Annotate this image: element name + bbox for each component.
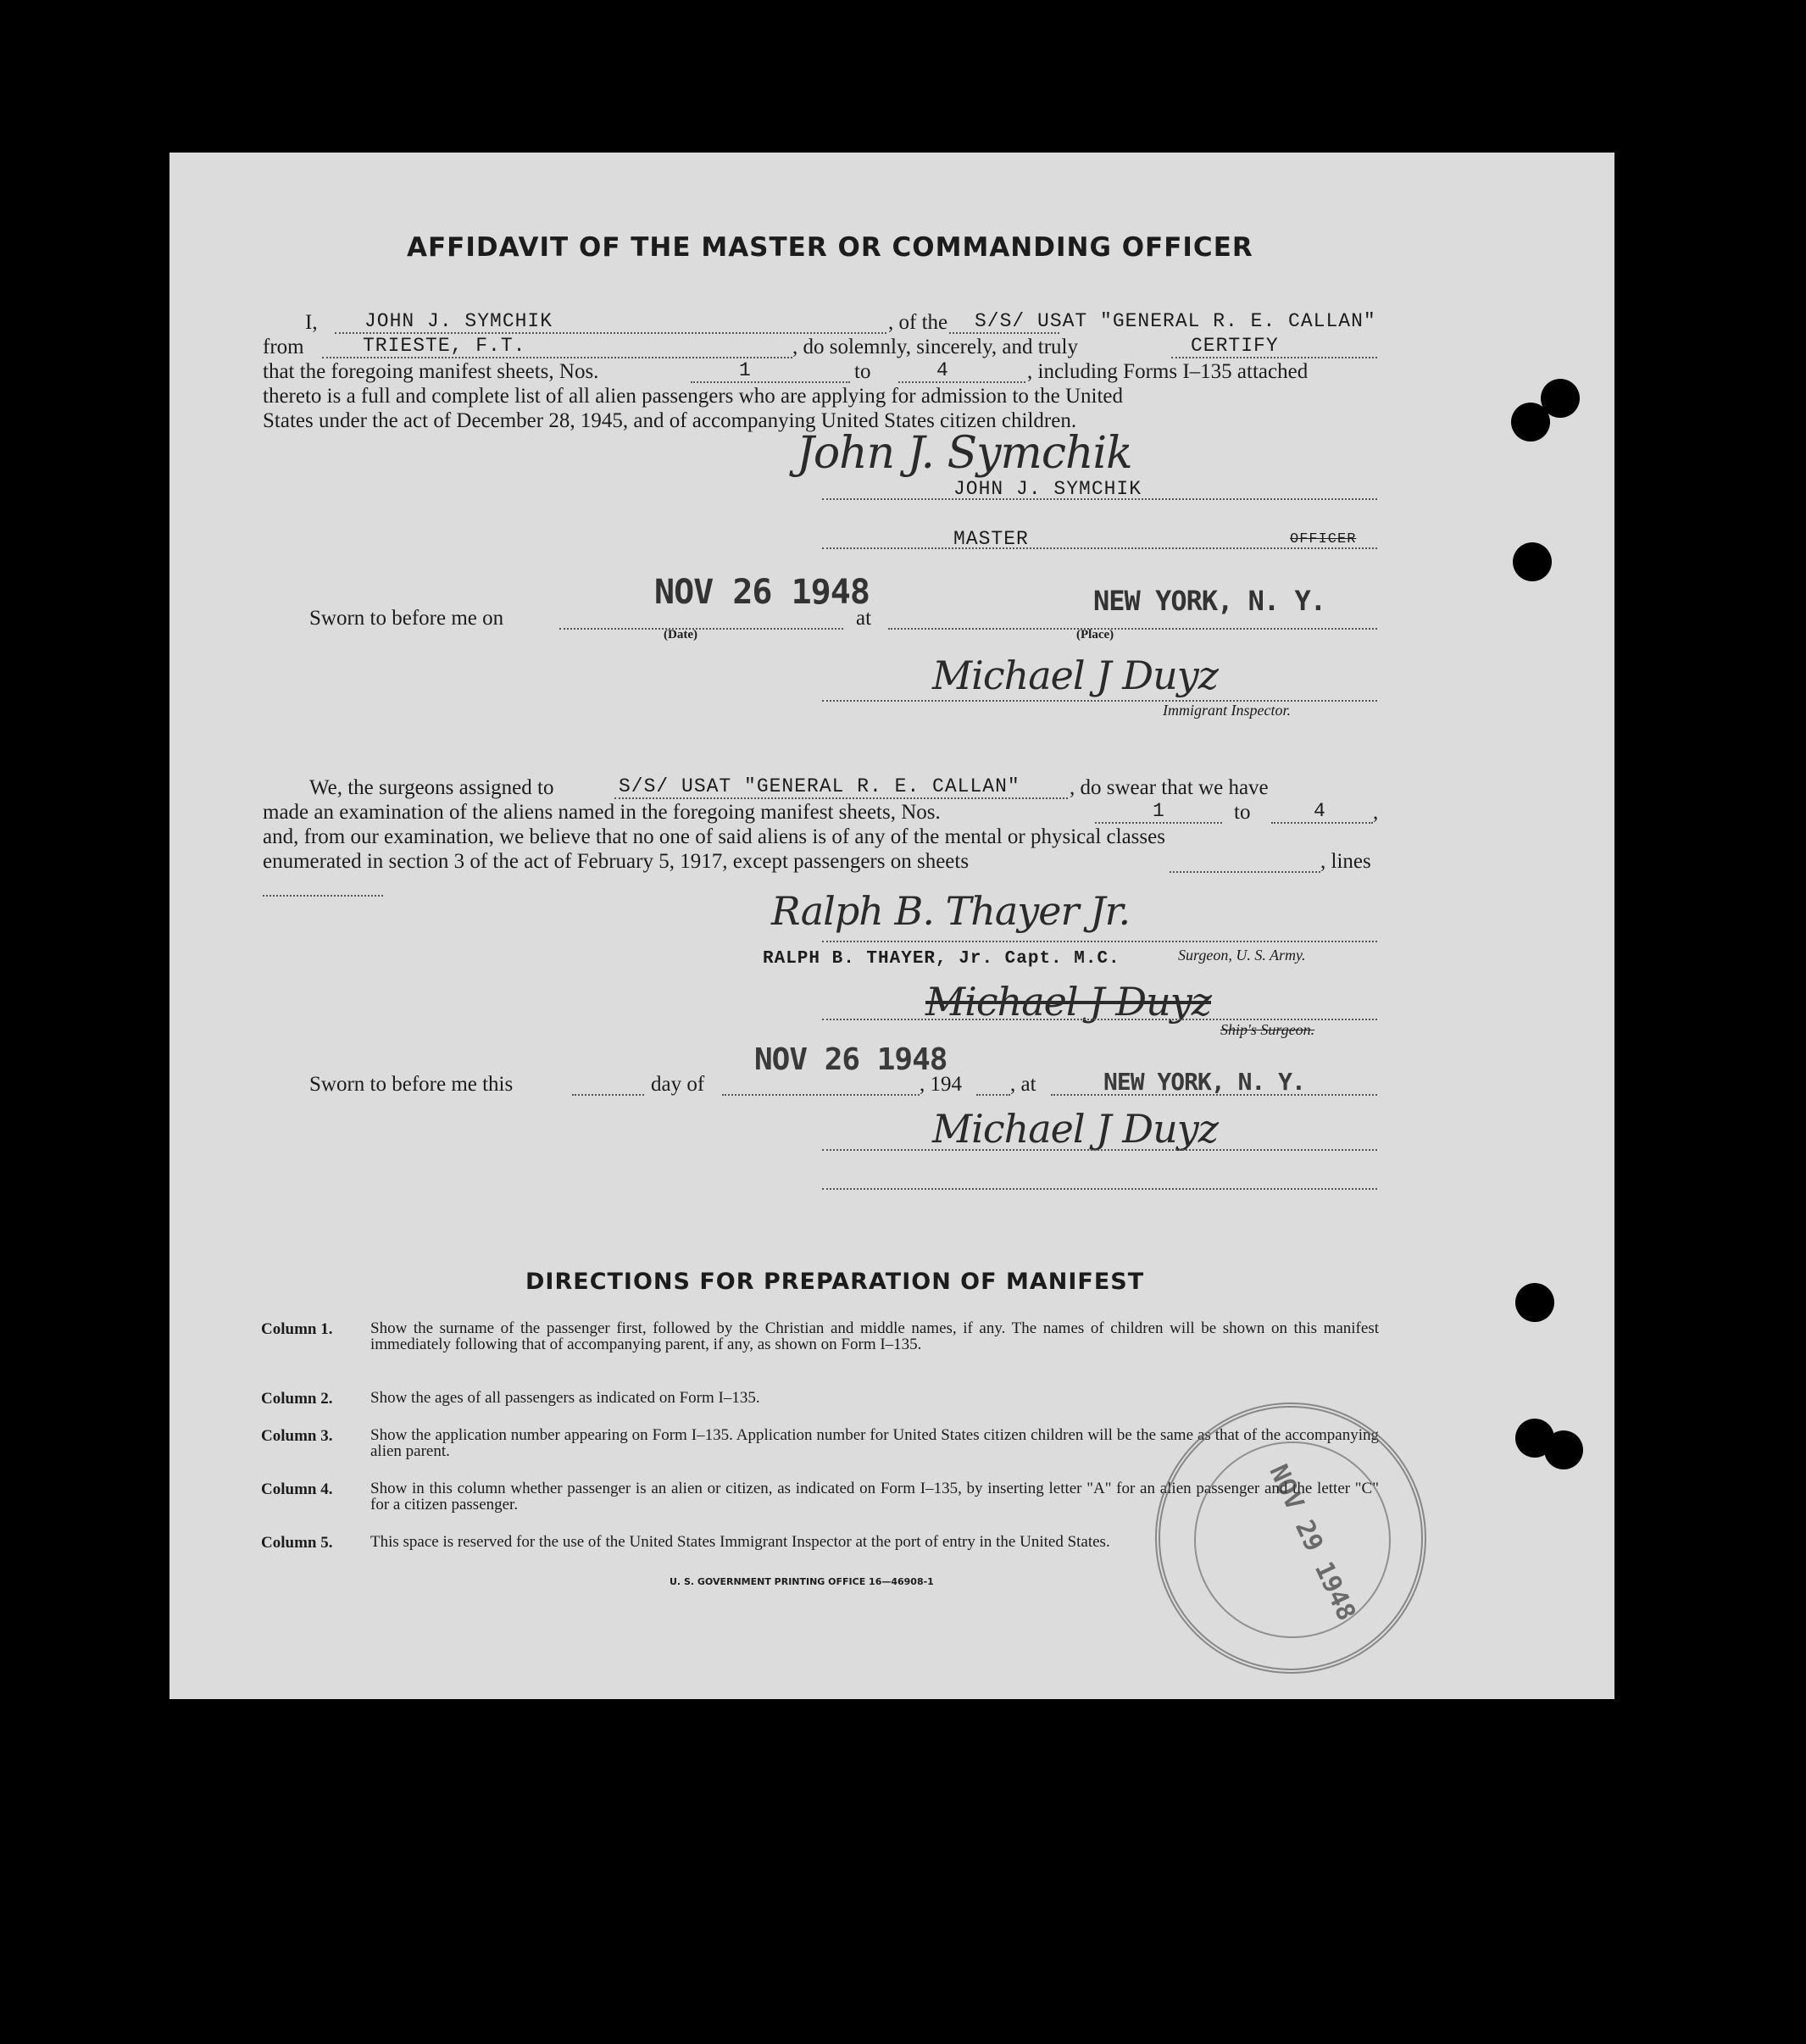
surgeons-sheet-from: 1 — [1153, 800, 1165, 822]
day-line — [572, 1094, 644, 1096]
surgeon-typed-name: RALPH B. THAYER, Jr. Capt. M.C. — [763, 949, 1120, 969]
date-stamp: NOV 26 1948 — [654, 573, 870, 612]
surgeons-place-stamp: NEW YORK, N. Y. — [1103, 1068, 1305, 1096]
surgeon-signature: Ralph B. Thayer Jr. — [771, 888, 1131, 934]
surgeons-line-4b: , lines — [1320, 850, 1371, 873]
column-1-text: Show the surname of the passenger first, followed by the Christian and middle names, if any. The names of children will be shown on this manifest immediately following that of accompanying parent, if any, as shown on Form I–135. — [370, 1319, 1379, 1353]
at-text: at — [856, 607, 872, 630]
master-signature: John J. Symchik — [797, 428, 1132, 479]
column-2-text: Show the ages of all passengers as indicated on Form I–135. — [370, 1389, 760, 1407]
column-3-text: Show the application number appearing on Form I–135. Application number for United States citizen children will be the same as that of the accompanying alien parent. — [370, 1426, 1379, 1460]
date-line — [559, 628, 843, 630]
place-caption: (Place) — [1076, 628, 1114, 642]
inspector-signature: Michael J Duyz — [932, 653, 1218, 698]
column-5-label: Column 5. — [261, 1534, 333, 1552]
word-i: I, — [305, 311, 318, 334]
surgeons-line-4a: enumerated in section 3 of the act of February 5, 1917, except passengers on sheets — [263, 850, 970, 873]
affidavit-page — [169, 153, 1614, 1699]
surgeons-sheet-from-line — [1095, 822, 1222, 824]
ships-surgeon-line — [822, 1019, 1377, 1020]
sheet-to: 4 — [936, 359, 949, 381]
date-caption: (Date) — [664, 628, 697, 642]
of-the-text: , of the — [888, 311, 948, 334]
sheet-to-line — [898, 381, 1025, 383]
month-line — [722, 1094, 920, 1096]
ships-surgeon-caption: Ship's Surgeon. — [1220, 1021, 1315, 1038]
surgeons-lines-continuation — [263, 895, 383, 897]
affidavit-line-4: thereto is a full and complete list of all alien passengers who are applying for admission to the United — [263, 385, 1124, 408]
inspector-caption: Immigrant Inspector. — [1163, 702, 1291, 719]
ship-name: S/S/ USAT "GENERAL R. E. CALLAN" — [975, 310, 1376, 332]
surgeons-sheets-line — [1170, 871, 1320, 873]
place-line — [888, 628, 1377, 630]
punch-hole — [1513, 542, 1552, 581]
column-3-label: Column 3. — [261, 1427, 333, 1445]
punch-hole — [1515, 1283, 1554, 1322]
punch-hole — [1511, 403, 1550, 442]
sheet-from-line — [691, 381, 850, 383]
column-4-text: Show in this column whether passenger is an alien or citizen, as indicated on Form I–135, by inserting letter "A" for an alien passenger and the letter "C" for a citizen passenger. — [370, 1480, 1379, 1514]
surgeons-sheet-to: 4 — [1314, 800, 1326, 822]
surgeons-comma: , — [1373, 801, 1379, 824]
that-sheets-text: that the foregoing manifest sheets, Nos. — [263, 360, 599, 383]
affidavit-line-5: States under the act of December 28, 1945, and of accompanying United States citizen children. — [263, 409, 1077, 432]
surgeons-to-text: to — [1234, 801, 1251, 824]
surgeons-inspector-line — [822, 1149, 1377, 1151]
master-name-line — [335, 332, 1059, 334]
surgeon-caption: Surgeon, U. S. Army. — [1178, 947, 1306, 964]
solemnly-text: , do solemnly, sincerely, and truly — [792, 336, 1078, 358]
from-label: from — [263, 336, 304, 358]
surgeons-date-stamp: NOV 26 1948 — [754, 1042, 947, 1077]
year-text: , 194 — [920, 1073, 962, 1096]
rank-struck: OFFICER — [1290, 531, 1357, 547]
directions-title: DIRECTIONS FOR PREPARATION OF MANIFEST — [525, 1269, 1145, 1295]
year-line — [976, 1094, 1010, 1096]
port-line — [322, 357, 792, 358]
sheet-from: 1 — [739, 359, 752, 381]
sworn-this-text: Sworn to before me this — [309, 1073, 514, 1096]
surgeons-at-text: , at — [1010, 1073, 1036, 1096]
printer-line: U. S. GOVERNMENT PRINTING OFFICE 16—46908-1 — [670, 1576, 934, 1587]
inspector-line — [822, 700, 1377, 702]
to-text: to — [854, 360, 871, 383]
including-text: , including Forms I–135 attached — [1027, 360, 1309, 383]
certify-text: CERTIFY — [1191, 335, 1279, 357]
surgeons-line-2: made an examination of the aliens named in the foregoing manifest sheets, Nos. — [263, 801, 941, 824]
surgeons-ship: S/S/ USAT "GENERAL R. E. CALLAN" — [619, 775, 1020, 797]
surgeon-line — [822, 941, 1377, 942]
sworn-on-text: Sworn to before me on — [309, 607, 504, 630]
round-stamp-date: NOV 29 1948 — [1263, 1460, 1362, 1625]
surgeons-line-3: and, from our examination, we believe that no one of said aliens is of any of the mental or physical classes — [263, 825, 1165, 848]
surgeons-line-1b: , do swear that we have — [1070, 776, 1269, 799]
surgeons-line-1a: We, the surgeons assigned to — [309, 776, 554, 799]
column-1-label: Column 1. — [261, 1320, 333, 1338]
column-4-label: Column 4. — [261, 1480, 333, 1498]
column-2-label: Column 2. — [261, 1390, 333, 1408]
ships-surgeon-signature: Michael J Duyz — [925, 979, 1211, 1025]
extra-signature-line — [822, 1188, 1377, 1190]
surgeons-sheet-to-line — [1271, 822, 1373, 824]
master-typed-name: JOHN J. SYMCHIK — [953, 478, 1142, 500]
surgeons-ship-line — [614, 797, 1068, 799]
certify-line — [1171, 357, 1377, 358]
round-stamp — [1155, 1402, 1426, 1674]
place-stamp: NEW YORK, N. Y. — [1093, 585, 1325, 617]
punch-hole — [1544, 1430, 1583, 1469]
surgeons-inspector-signature: Michael J Duyz — [932, 1106, 1218, 1152]
affidavit-title: AFFIDAVIT OF THE MASTER OR COMMANDING OFFICER — [407, 232, 1253, 263]
port-name: TRIESTE, F.T. — [363, 335, 526, 357]
column-5-text: This space is reserved for the use of the United States Immigrant Inspector at the port of entry in the United States. — [370, 1533, 1110, 1551]
rank-line — [822, 547, 1377, 549]
rank-text: MASTER — [953, 528, 1029, 550]
day-of-text: day of — [651, 1073, 705, 1096]
master-name: JOHN J. SYMCHIK — [364, 310, 553, 332]
